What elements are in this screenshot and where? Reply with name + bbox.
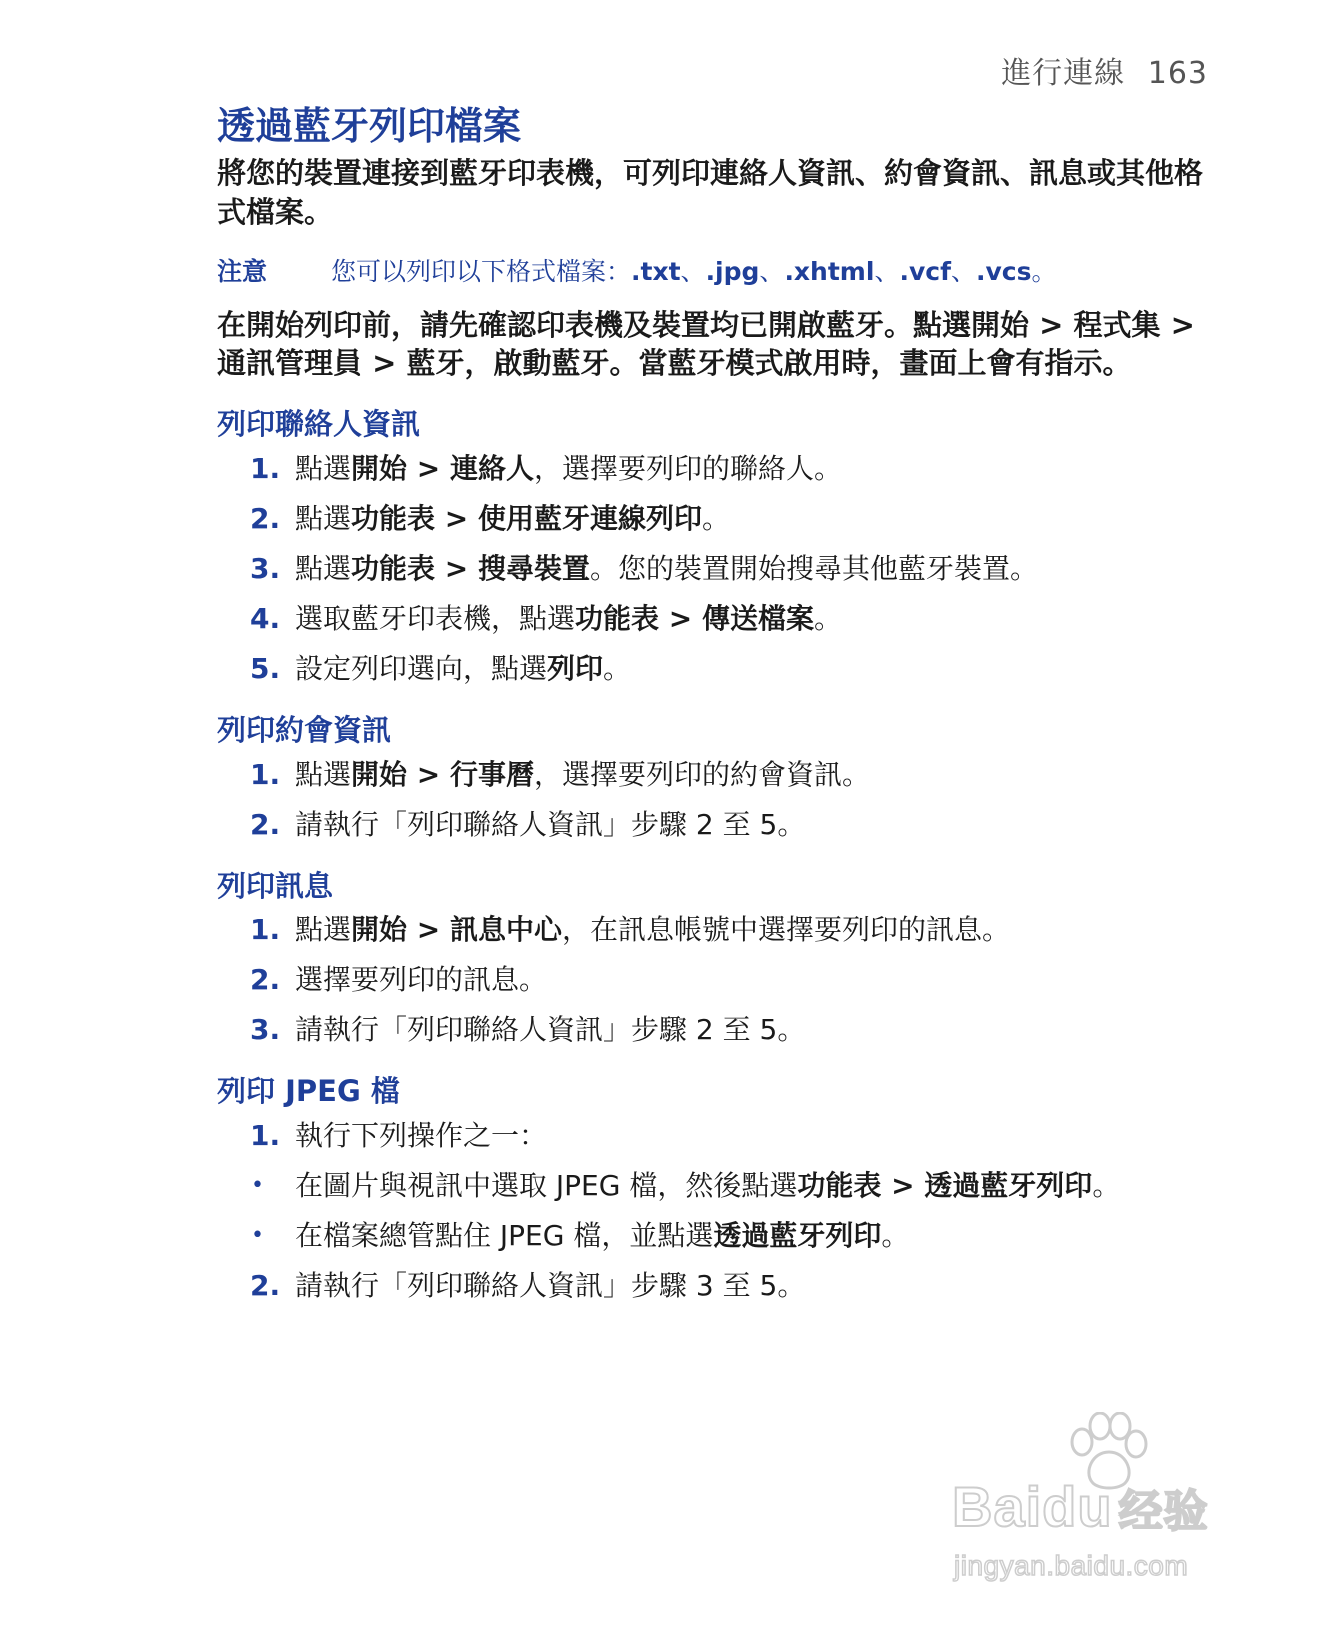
jpeg-steps xyxy=(217,1111,1217,1311)
list-item: 2. 請執行「列印聯絡人資訊」步驟 3 至 5。 xyxy=(250,1269,806,1302)
list-item: 4. 選取藍牙印表機，點選功能表 > 傳送檔案。 xyxy=(250,601,842,635)
list-item: 2. 點選功能表 > 使用藍牙連線列印。 xyxy=(250,501,730,535)
bullet-item: • 在檔案總管點住 JPEG 檔，並點選透過藍牙列印。 xyxy=(217,1211,1217,1261)
appointments-steps xyxy=(217,750,1217,850)
baidu-watermark xyxy=(952,1412,1252,1592)
watermark-brand: Baidu 经验 xyxy=(952,1475,1209,1538)
intro-paragraph: 將您的裝置連接到藍牙印表機，可列印連絡人資訊、約會資訊、訊息或其他格式檔案。 xyxy=(217,155,1204,229)
section-title-jpeg: 列印 JPEG 檔 xyxy=(217,1074,400,1109)
messages-steps xyxy=(217,905,1217,1055)
bluetooth-paragraph: 在開始列印前，請先確認印表機及裝置均已開啟藍牙。點選開始 > 程式集 > 通訊管理員 > 藍牙，啟動藍牙。當藍牙模式啟用時，畫面上會有指示。 xyxy=(217,307,1195,380)
bullet-icon: • xyxy=(251,1173,264,1198)
list-item: 1. 點選開始 > 連絡人，選擇要列印的聯絡人。 xyxy=(250,451,842,485)
list-item: 3. 請執行「列印聯絡人資訊」步驟 2 至 5。 xyxy=(250,1013,806,1047)
section-title-contacts: 列印聯絡人資訊 xyxy=(217,407,421,442)
list-item: 2. 請執行「列印聯絡人資訊」步驟 2 至 5。 xyxy=(250,807,806,841)
list-item: 1. 點選開始 > 行事曆，選擇要列印的約會資訊。 xyxy=(250,757,870,791)
section-title-messages: 列印訊息 xyxy=(217,868,334,903)
contacts-steps xyxy=(217,444,1217,694)
format-jpg: .jpg xyxy=(705,256,760,286)
format-xhtml: .xhtml xyxy=(784,256,875,286)
page-number: 163 xyxy=(1147,56,1208,91)
bullet-icon: • xyxy=(251,1223,264,1248)
note-text: 您可以列印以下格式檔案： xyxy=(331,256,632,286)
watermark-url: jingyan.baidu.com xyxy=(954,1550,1189,1581)
note-label: 注意 xyxy=(217,256,268,286)
note: 注意 您可以列印以下格式檔案：.txt、.jpg、.xhtml、.vcf、.vcs。 xyxy=(217,254,1217,289)
format-vcs: .vcs xyxy=(975,256,1032,286)
list-item: 1. 點選開始 > 訊息中心，在訊息帳號中選擇要列印的訊息。 xyxy=(250,913,1010,947)
running-header xyxy=(1001,48,1208,92)
format-vcf: .vcf xyxy=(899,256,951,286)
chapter-title: 進行連線 xyxy=(1001,56,1126,91)
format-txt: .txt xyxy=(631,256,681,286)
bullet-item: • 在圖片與視訊中選取 JPEG 檔，然後點選功能表 > 透過藍牙列印。 xyxy=(217,1161,1217,1211)
list-item: 1. 執行下列操作之一： xyxy=(250,1119,548,1152)
section-title-appointments: 列印約會資訊 xyxy=(217,712,392,747)
list-item: 5. 設定列印選向，點選列印。 xyxy=(250,651,632,685)
list-item: 3. 點選功能表 > 搜尋裝置。您的裝置開始搜尋其他藍牙裝置。 xyxy=(250,551,1038,585)
page-content xyxy=(217,104,1217,1329)
page-title: 透過藍牙列印檔案 xyxy=(217,104,522,148)
list-item: 2. 選擇要列印的訊息。 xyxy=(250,963,548,997)
